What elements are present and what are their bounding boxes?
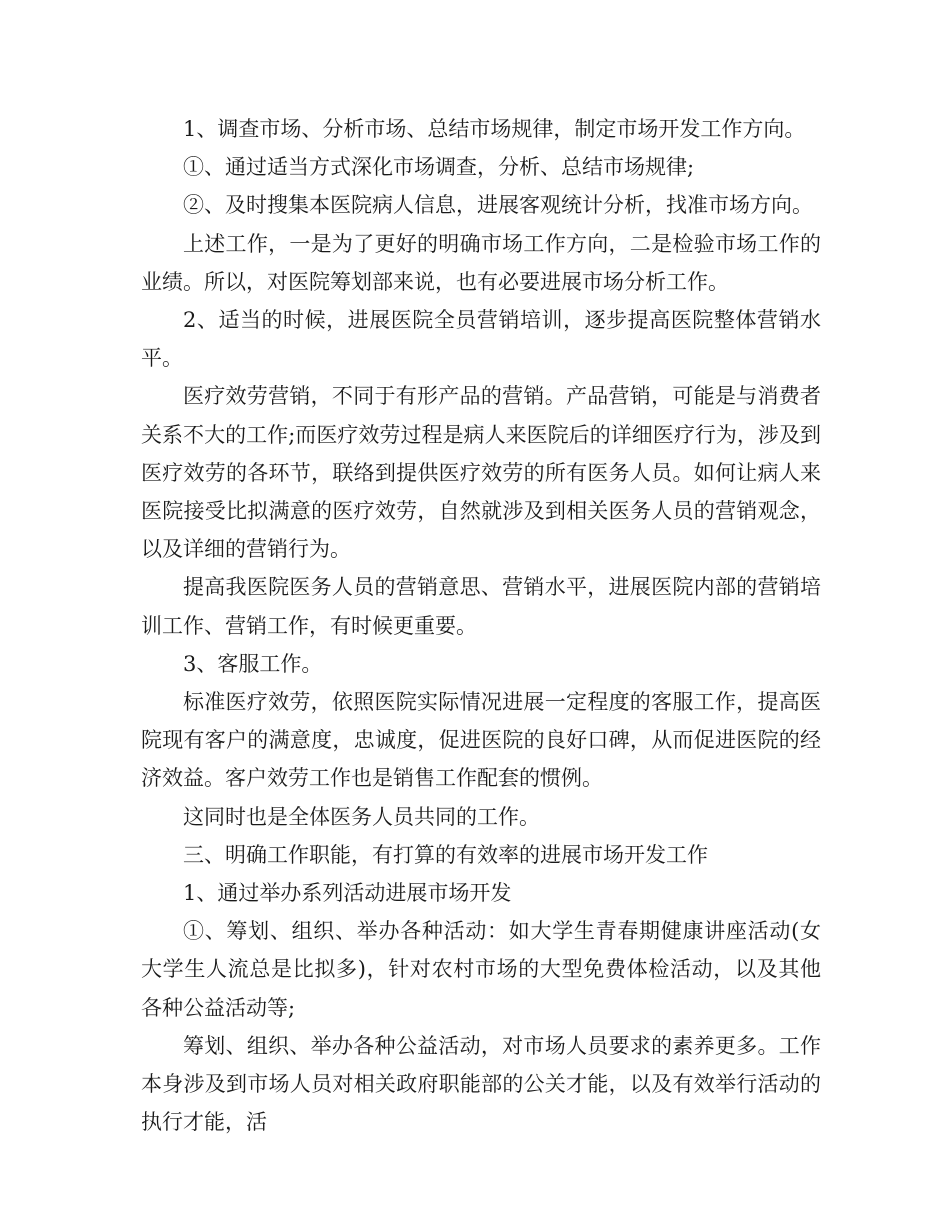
document-page: [141, 110, 821, 1141]
paragraph: 标准医疗效劳，依照医院实际情况进展一定程度的客服工作，提高医院现有客户的满意度，忠诚度，促进医院的良好口碑，从而促进医院的经济效益。客户效劳工作也是销售工作配套的惯例。: [141, 690, 821, 791]
paragraph: 上述工作，一是为了更好的明确市场工作方向，二是检验市场工作的业绩。所以，对医院筹划部来说，也有必要进展市场分析工作。: [141, 231, 821, 294]
paragraph: 1、通过举办系列活动进展市场开发: [183, 881, 512, 906]
section-heading: 三、明确工作职能，有打算的有效率的进展市场开发工作: [183, 842, 708, 867]
paragraph: 这同时也是全体医务人员共同的工作。: [183, 804, 540, 829]
paragraph: ②、及时搜集本医院病人信息，进展客观统计分析，找准市场方向。: [183, 193, 813, 218]
paragraph: ①、通过适当方式深化市场调查，分析、总结市场规律;: [183, 155, 695, 180]
paragraph: ①、筹划、组织、举办各种活动：如大学生青春期健康讲座活动(女大学生人流总是比拟多)，针对农村市场的大型免费体检活动，以及其他各种公益活动等;: [141, 919, 821, 1020]
paragraph: 3、客服工作。: [183, 651, 323, 676]
paragraph: 2、适当的时候，进展医院全员营销培训，逐步提高医院整体营销水平。: [141, 308, 821, 371]
paragraph: 提高我医院医务人员的营销意思、营销水平，进展医院内部的营销培训工作、营销工作，有时候更重要。: [141, 575, 821, 638]
paragraph: 1、调查市场、分析市场、总结市场规律，制定市场开发工作方向。: [183, 117, 806, 141]
paragraph: 医疗效劳营销，不同于有形产品的营销。产品营销，可能是与消费者关系不大的工作;而医疗效劳过程是病人来医院后的详细医疗行为，涉及到医疗效劳的各环节，联络到提供医疗效劳的所有医务人员。如何让病人来医院接受比拟满意的医疗效劳，自然就涉及到相关医务人员的营销观念，以及详细的营销行为。: [141, 384, 821, 562]
paragraph: 筹划、组织、举办各种公益活动，对市场人员要求的素养更多。工作本身涉及到市场人员对相关政府职能部的公关才能，以及有效举行活动的执行才能，活: [141, 1033, 821, 1135]
